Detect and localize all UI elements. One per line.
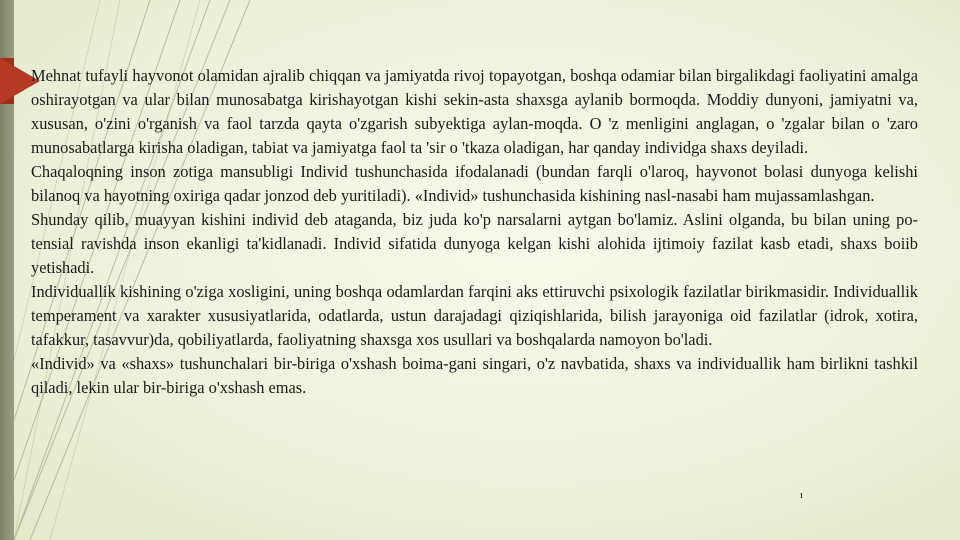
page-mark: ı	[800, 489, 804, 501]
paragraph-individ-va-shaxs: «Individ» va «shaxs» tushunchalari bir-biriga o'xshash boima-gani singari, o'z navbatida, shaxs va individuallik ham birlikni tashkil qiladi, lekin ular bir-biriga o'xshash emas.	[31, 354, 918, 397]
paragraph-shunday-qilib: Shunday qilib, muayyan kishini individ deb ataganda, biz juda ko'p narsalarni aytgan bo'lamiz. Aslini olganda, bu bilan uning po-tensial ravishda inson ekanligi ta'kidlanadi. Individ sifatida dunyoga kelgan kishi alohida ijtimoiy fazilat kasb etadi, shaxs boiib yetishadi.	[31, 210, 918, 277]
paragraph-individuallik: Individuallik kishining o'ziga xosligini, uning boshqa odamlardan farqini aks ettiruvchi psixologik fazilatlar birikmasidir. Individuallik temperament va xarakter xususiyatlarida, odatlarda, ustun darajadagi qiziqishlarida, bilish jarayoniga oid fazilatlar (idrok, xotira, tafakkur, tasavvur)da, qobiliyatlarda, faoliyatning shaxsga xos usullari va boshqalarda namoyon bo'ladi.	[31, 282, 918, 349]
body-text	[31, 64, 918, 400]
paragraph-individ: Chaqaloqning inson zotiga mansubligi Individ tushunchasida ifodalanadi (bundan farqli o'laroq, hayvonot bolasi dunyoga kelishi bilanoq va hayotning oxiriga qadar jonzod deb yuritiladi). «Individ» tushunchasida kishining nasl-nasabi ham mujassamlashgan.	[31, 162, 918, 205]
paragraph-shaxs: Mehnat tufayli hayvonot olamidan ajralib chiqqan va jamiyatda rivoj topayotgan, boshqa odamiar bilan birgalikdagi faoliyatini amalga oshirayotgan va ular bilan munosabatga kirishayotgan kishi sekin-asta shaxsga aylanib bormoqda. Moddiy dunyoni, jamiyatni va, xususan, o'zini o'rganish va faol tarzda qayta o'zgarish subyektiga aylan-moqda. O 'z menligini anglagan, o 'zgalar bilan o 'zaro munosabatlarga kirisha oladigan, tabiat va jamiyatga faol ta 'sir o 'tkaza oladigan, har qanday individga shaxs deyiladi.	[31, 66, 918, 157]
